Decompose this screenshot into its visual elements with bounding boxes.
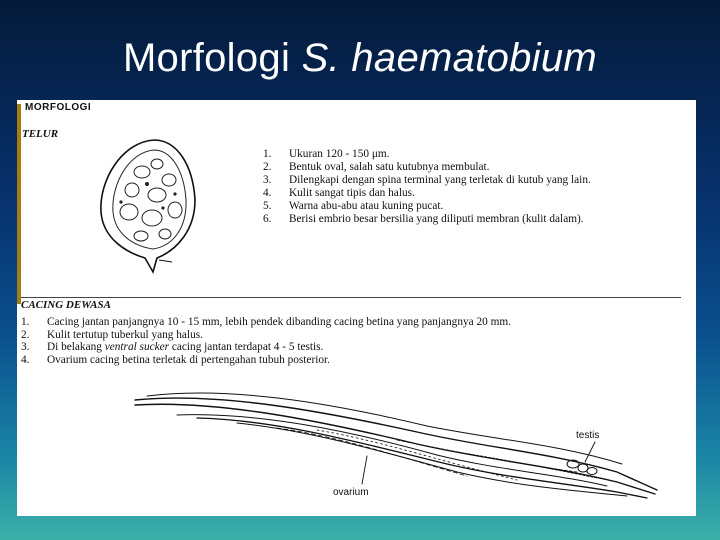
slide-title bbox=[0, 36, 720, 81]
ovarium-label: ovarium bbox=[333, 487, 369, 498]
list-item: 4. Kulit sangat tipis dan halus. bbox=[263, 186, 415, 199]
list-item: 2. Kulit tertutup tuberkul yang halus. bbox=[21, 328, 203, 341]
slide-title-italic: S. haematobium bbox=[301, 36, 598, 80]
list-item: 4. Ovarium cacing betina terletak di pertengahan tubuh posterior. bbox=[21, 353, 330, 366]
list-item: 5. Warna abu-abu atau kuning pucat. bbox=[263, 199, 444, 212]
document-header: MORFOLOGI bbox=[25, 102, 92, 113]
list-item: 3. Di belakang ventral sucker cacing jantan terdapat 4 - 5 testis. bbox=[21, 341, 324, 354]
worm-illustration-icon bbox=[17, 100, 696, 516]
list-item: 2. Bentuk oval, salah satu kutubnya membulat. bbox=[263, 160, 490, 173]
scanned-document bbox=[17, 100, 696, 516]
list-item: 6. Berisi embrio besar bersilia yang diliputi membran (kulit dalam). bbox=[263, 212, 584, 225]
egg-heading: TELUR bbox=[22, 128, 59, 140]
list-item: 1. Ukuran 120 - 150 μm. bbox=[263, 148, 390, 160]
testis-label: testis bbox=[576, 430, 600, 441]
adult-heading: CACING DEWASA bbox=[21, 299, 111, 311]
list-item: 1. Cacing jantan panjangnya 10 - 15 mm, lebih pendek dibanding cacing betina yang panjangnya 20 mm. bbox=[21, 316, 511, 328]
list-item: 3. Dilengkapi dengan spina terminal yang terletak di kutub yang lain. bbox=[263, 173, 591, 186]
slide-title-plain: Morfologi bbox=[122, 36, 302, 80]
